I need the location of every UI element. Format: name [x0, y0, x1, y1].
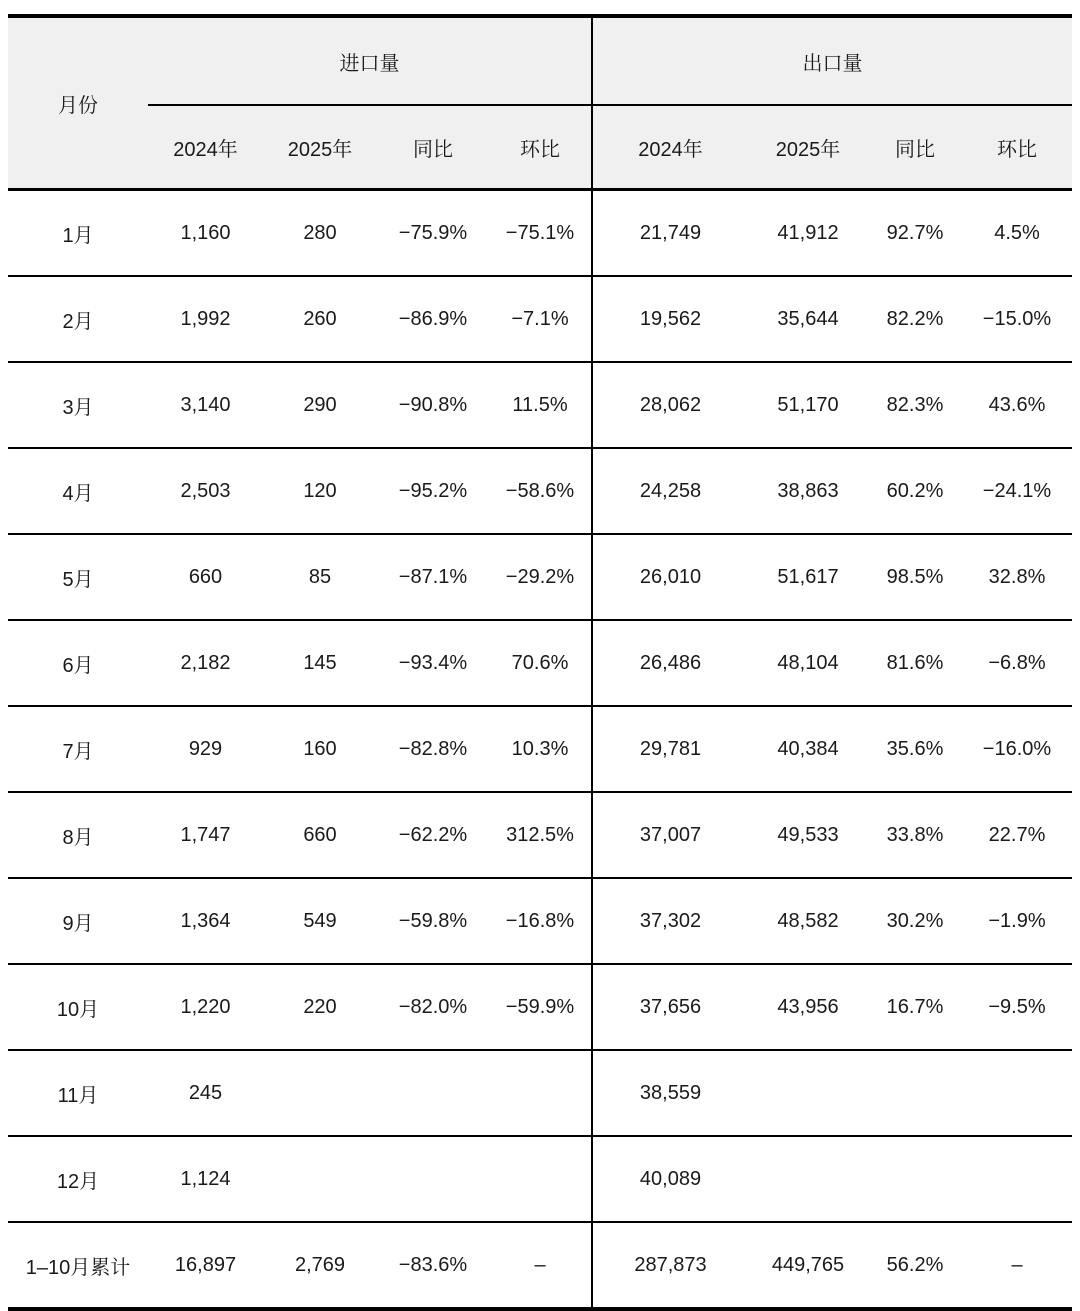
import-2025-cell: 549 — [263, 878, 377, 964]
import-mom-cell: −58.6% — [489, 448, 592, 534]
export-mom-cell: – — [962, 1222, 1072, 1309]
import-yoy-cell: −62.2% — [377, 792, 489, 878]
import-2024-cell: 2,182 — [148, 620, 263, 706]
month-cell: 6月 — [8, 620, 148, 706]
table-row — [8, 792, 1072, 878]
import-2024-header: 2024年 — [173, 138, 238, 161]
export-mom-cell: −1.9% — [962, 878, 1072, 964]
import-yoy-cell — [377, 1050, 489, 1136]
table-body — [8, 190, 1072, 1310]
import-2025-cell: 160 — [263, 706, 377, 792]
export-2024-cell: 38,559 — [592, 1050, 748, 1136]
export-mom-header: 环比 — [997, 138, 1037, 161]
export-2024-header: 2024年 — [592, 105, 748, 190]
sub-header-row — [8, 105, 1072, 190]
export-yoy-cell: 30.2% — [868, 878, 962, 964]
export-group-header: 出口量 — [592, 16, 1072, 105]
import-yoy-cell: −82.0% — [377, 964, 489, 1050]
import-yoy-cell: −95.2% — [377, 448, 489, 534]
month-cell: 2月 — [8, 276, 148, 362]
import-2024-cell: 2,503 — [148, 448, 263, 534]
import-yoy-cell: −82.8% — [377, 706, 489, 792]
export-2024-cell: 40,089 — [592, 1136, 748, 1222]
import-2024-cell: 929 — [148, 706, 263, 792]
export-2025-cell: 40,384 — [748, 706, 868, 792]
table-row — [8, 706, 1072, 792]
import-yoy-cell: −59.8% — [377, 878, 489, 964]
import-yoy-cell: −93.4% — [377, 620, 489, 706]
import-2025-cell: 290 — [263, 362, 377, 448]
table-row — [8, 276, 1072, 362]
table-row — [8, 1222, 1072, 1309]
table-row — [8, 964, 1072, 1050]
month-cell: 1–10月累计 — [8, 1222, 148, 1309]
export-yoy-cell: 33.8% — [868, 792, 962, 878]
export-mom-cell — [962, 1050, 1072, 1136]
export-2025-cell: 51,170 — [748, 362, 868, 448]
month-cell: 4月 — [8, 448, 148, 534]
export-2025-cell: 51,617 — [748, 534, 868, 620]
export-mom-cell: −6.8% — [962, 620, 1072, 706]
export-mom-cell: −15.0% — [962, 276, 1072, 362]
import-mom-cell — [489, 1136, 592, 1222]
import-2024-cell: 16,897 — [148, 1222, 263, 1309]
import-2025-header: 2025年 — [287, 138, 353, 161]
import-2025-cell: 85 — [263, 534, 377, 620]
import-mom-cell: −16.8% — [489, 878, 592, 964]
export-2024-cell: 19,562 — [592, 276, 748, 362]
import-yoy-header: 同比 — [413, 138, 453, 161]
export-2025-header: 2025年 — [775, 138, 841, 161]
import-yoy-cell: −86.9% — [377, 276, 489, 362]
import-2024-cell: 1,364 — [148, 878, 263, 964]
import-2025-cell: 120 — [263, 448, 377, 534]
table-row — [8, 620, 1072, 706]
export-yoy-header: 同比 — [895, 138, 935, 161]
export-2025-cell — [748, 1136, 868, 1222]
import-2024-cell: 1,747 — [148, 792, 263, 878]
export-mom-cell: −16.0% — [962, 706, 1072, 792]
export-2024-cell: 29,781 — [592, 706, 748, 792]
import-2025-cell: 280 — [263, 190, 377, 277]
import-2025-cell: 2,769 — [263, 1222, 377, 1309]
import-yoy-cell: −83.6% — [377, 1222, 489, 1309]
import-mom-cell: – — [489, 1222, 592, 1309]
import-yoy-cell: −75.9% — [377, 190, 489, 277]
export-2025-cell: 48,104 — [748, 620, 868, 706]
export-2024-cell: 21,749 — [592, 190, 748, 277]
export-yoy-cell: 98.5% — [868, 534, 962, 620]
import-mom-cell: −59.9% — [489, 964, 592, 1050]
export-yoy-cell: 35.6% — [868, 706, 962, 792]
table-row — [8, 878, 1072, 964]
import-2025-cell — [263, 1136, 377, 1222]
month-column-header: 月份 — [58, 94, 98, 117]
import-mom-cell: −29.2% — [489, 534, 592, 620]
export-yoy-cell: 56.2% — [868, 1222, 962, 1309]
export-yoy-cell: 92.7% — [868, 190, 962, 277]
import-mom-cell — [489, 1050, 592, 1136]
table-row — [8, 362, 1072, 448]
export-yoy-cell: 82.3% — [868, 362, 962, 448]
export-2024-cell: 28,062 — [592, 362, 748, 448]
import-2024-cell: 1,160 — [148, 190, 263, 277]
import-mom-cell: 312.5% — [489, 792, 592, 878]
import-mom-cell: −75.1% — [489, 190, 592, 277]
export-mom-cell — [962, 1136, 1072, 1222]
import-2024-cell: 3,140 — [148, 362, 263, 448]
month-cell: 8月 — [8, 792, 148, 878]
export-2025-cell: 41,912 — [748, 190, 868, 277]
import-2025-cell: 260 — [263, 276, 377, 362]
import-yoy-cell — [377, 1136, 489, 1222]
export-yoy-cell — [868, 1136, 962, 1222]
table-row — [8, 534, 1072, 620]
month-cell: 1月 — [8, 190, 148, 277]
import-2024-cell: 1,124 — [148, 1136, 263, 1222]
table-row — [8, 1050, 1072, 1136]
export-mom-cell: 32.8% — [962, 534, 1072, 620]
export-2025-cell: 35,644 — [748, 276, 868, 362]
import-2025-cell: 660 — [263, 792, 377, 878]
month-cell: 7月 — [8, 706, 148, 792]
table-header — [8, 16, 1072, 190]
export-yoy-cell: 81.6% — [868, 620, 962, 706]
import-mom-cell: −7.1% — [489, 276, 592, 362]
export-2025-cell: 43,956 — [748, 964, 868, 1050]
table-row — [8, 1136, 1072, 1222]
export-yoy-cell: 82.2% — [868, 276, 962, 362]
import-2025-cell: 145 — [263, 620, 377, 706]
export-mom-cell: −9.5% — [962, 964, 1072, 1050]
export-2025-cell: 49,533 — [748, 792, 868, 878]
table-row — [8, 190, 1072, 277]
export-2024-cell: 24,258 — [592, 448, 748, 534]
export-mom-cell: 43.6% — [962, 362, 1072, 448]
import-export-table — [8, 14, 1072, 1311]
export-2024-cell: 26,010 — [592, 534, 748, 620]
export-mom-cell: 4.5% — [962, 190, 1072, 277]
import-2024-cell: 1,992 — [148, 276, 263, 362]
month-cell: 3月 — [8, 362, 148, 448]
export-2025-cell: 38,863 — [748, 448, 868, 534]
import-mom-cell: 70.6% — [489, 620, 592, 706]
export-2024-cell: 26,486 — [592, 620, 748, 706]
import-2024-cell: 660 — [148, 534, 263, 620]
import-2024-cell: 1,220 — [148, 964, 263, 1050]
export-yoy-cell — [868, 1050, 962, 1136]
month-cell: 12月 — [8, 1136, 148, 1222]
export-2024-cell: 37,656 — [592, 964, 748, 1050]
export-2025-cell: 449,765 — [748, 1222, 868, 1309]
export-2024-cell: 287,873 — [592, 1222, 748, 1309]
import-yoy-cell: −90.8% — [377, 362, 489, 448]
export-mom-cell: 22.7% — [962, 792, 1072, 878]
month-cell: 10月 — [8, 964, 148, 1050]
export-2025-cell — [748, 1050, 868, 1136]
export-2024-cell: 37,007 — [592, 792, 748, 878]
month-cell: 5月 — [8, 534, 148, 620]
group-header-row — [8, 16, 1072, 105]
import-mom-cell: 11.5% — [489, 362, 592, 448]
import-mom-cell: 10.3% — [489, 706, 592, 792]
import-2025-cell: 220 — [263, 964, 377, 1050]
export-2024-cell: 37,302 — [592, 878, 748, 964]
month-cell: 11月 — [8, 1050, 148, 1136]
export-2025-cell: 48,582 — [748, 878, 868, 964]
export-yoy-cell: 16.7% — [868, 964, 962, 1050]
import-mom-header: 环比 — [520, 138, 560, 161]
import-2024-cell: 245 — [148, 1050, 263, 1136]
import-yoy-cell: −87.1% — [377, 534, 489, 620]
table-row — [8, 448, 1072, 534]
export-yoy-cell: 60.2% — [868, 448, 962, 534]
export-mom-cell: −24.1% — [962, 448, 1072, 534]
import-2025-cell — [263, 1050, 377, 1136]
month-cell: 9月 — [8, 878, 148, 964]
import-group-header: 进口量 — [148, 16, 592, 105]
